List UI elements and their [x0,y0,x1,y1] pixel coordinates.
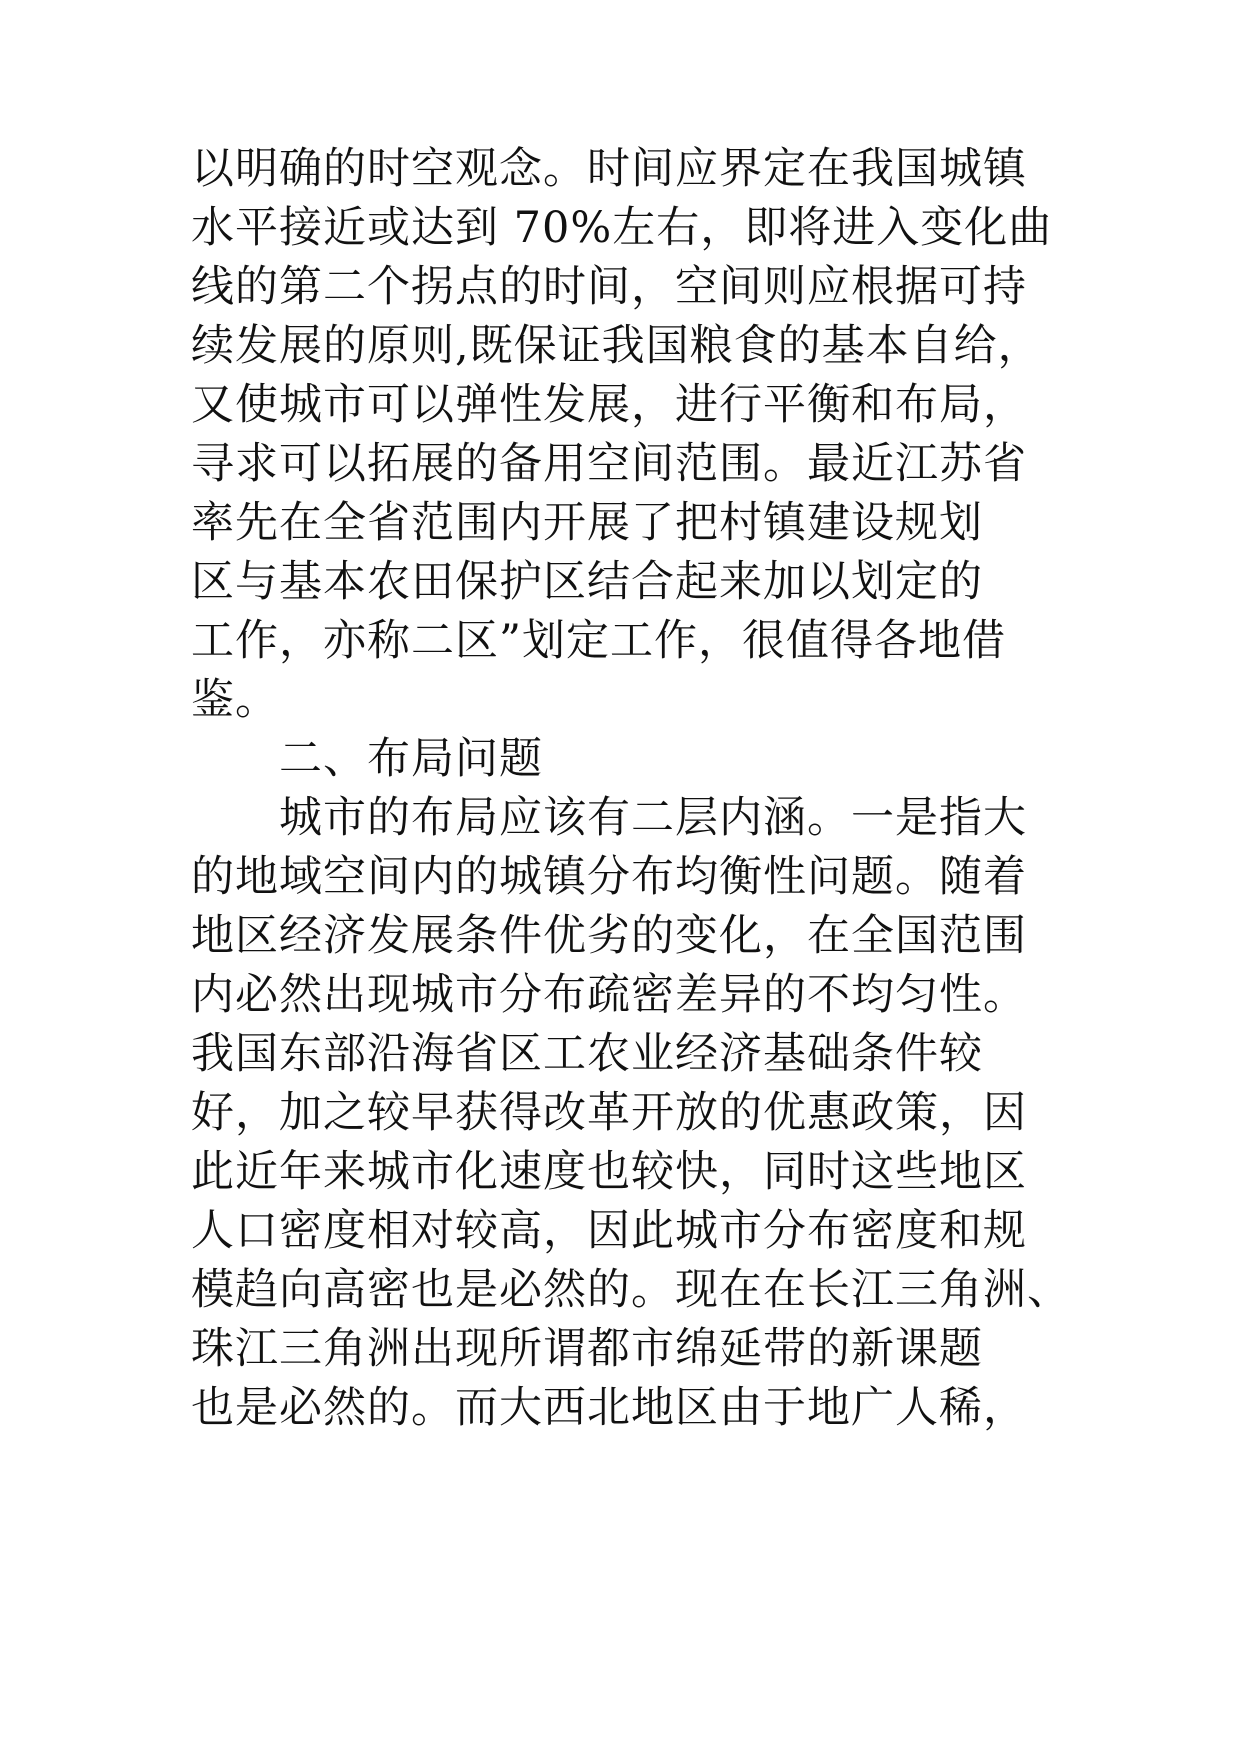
text-line: 也是必然的。而大西北地区由于地广人稀， [191,1383,1027,1433]
section-heading: 二、布局问题 [279,734,543,784]
text-line: 的地域空间内的城镇分布均衡性问题。随着 [191,852,1027,902]
text-line: 珠江三角洲出现所谓都市绵延带的新课题 [191,1324,983,1374]
document-body [191,140,1071,1438]
paragraph-first-line: 城市的布局应该有二层内涵。一是指大 [279,793,1027,843]
text-line: 又使城市可以弹性发展，进行平衡和布局， [191,380,1027,430]
text-line: 水平接近或达到 70%左右，即将进入变化曲 [191,203,1053,253]
text-line: 人口密度相对较高，因此城市分布密度和规 [191,1206,1027,1256]
text-line: 好，加之较早获得改革开放的优惠政策，因 [191,1088,1027,1138]
text-line: 率先在全省范围内开展了把村镇建设规划 [191,498,983,548]
text-line: 此近年来城市化速度也较快，同时这些地区 [191,1147,1027,1197]
text-line: 线的第二个拐点的时间，空间则应根据可持 [191,262,1027,312]
text-line: 我国东部沿海省区工农业经济基础条件较 [191,1029,983,1079]
text-line: 模趋向高密也是必然的。现在在长江三角洲、 [191,1265,1071,1315]
text-line: 区与基本农田保护区结合起来加以划定的 [191,557,983,607]
text-line: 寻求可以拓展的备用空间范围。最近江苏省 [191,439,1027,489]
text-line: 内必然出现城市分布疏密差异的不均匀性。 [191,970,1027,1020]
text-line: 地区经济发展条件优劣的变化，在全国范围 [191,911,1027,961]
text-line: 以明确的时空观念。时间应界定在我国城镇 [191,144,1027,194]
text-line: 续发展的原则,既保证我国粮食的基本自给， [191,321,1042,371]
text-line: 工作，亦称二区”划定工作，很值得各地借 [191,616,1006,666]
text-line: 鉴。 [191,675,279,725]
